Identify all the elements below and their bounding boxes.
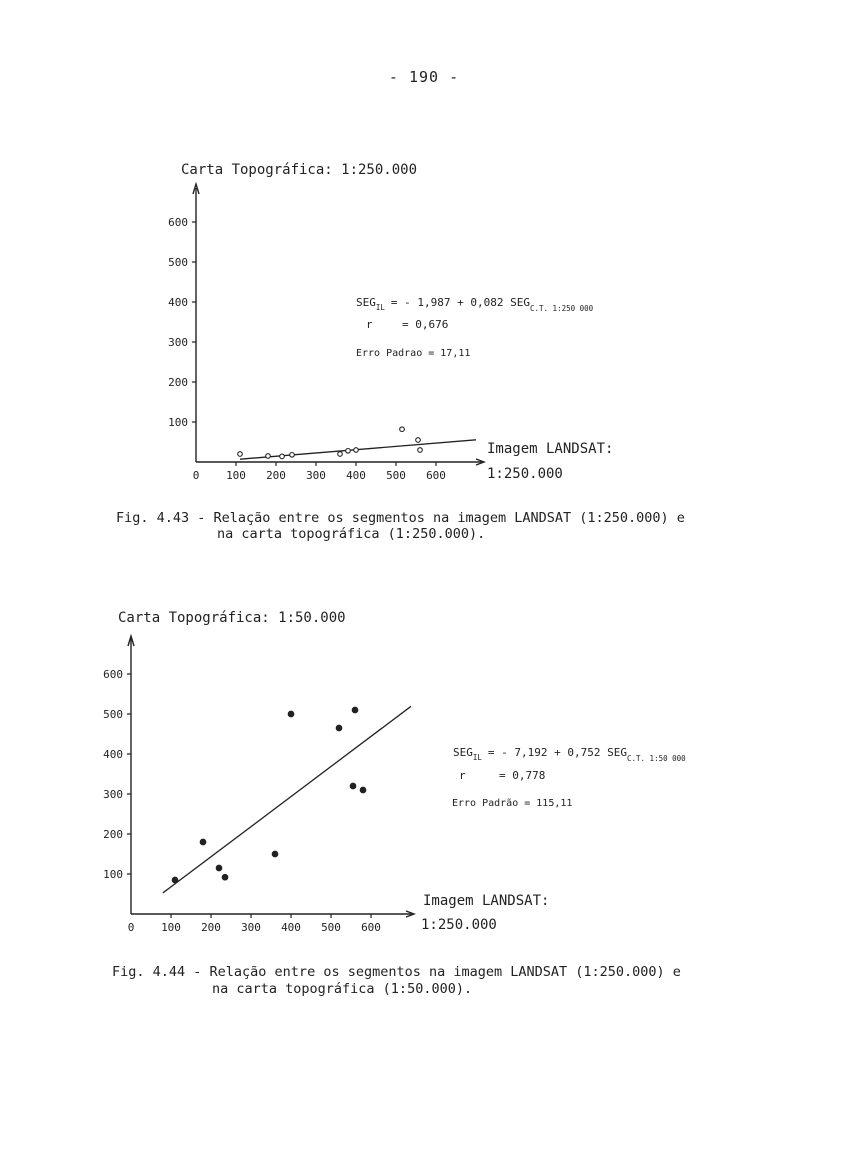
std-error: Erro Padrao = 17,11 <box>356 348 471 359</box>
data-point <box>222 874 228 880</box>
page-number: - 190 - <box>388 68 460 86</box>
data-point <box>350 783 356 789</box>
y-tick-label: 500 <box>168 256 188 269</box>
data-point <box>352 707 358 713</box>
x-tick-label: 100 <box>161 921 181 934</box>
y-tick-label: 300 <box>168 336 188 349</box>
figure-caption-4-44-line1: Fig. 4.44 - Relação entre os segmentos na imagem LANDSAT (1:250.000) e <box>112 964 681 980</box>
x-tick-label: 0 <box>127 921 135 934</box>
data-point <box>338 452 343 457</box>
y-tick-label: 200 <box>168 376 188 389</box>
data-point <box>200 839 206 845</box>
y-tick-label: 200 <box>103 828 123 841</box>
r-label: r <box>459 769 466 782</box>
x-axis-title-line2: 1:250.000 <box>421 917 497 933</box>
svg-text:SEGIL= - 1,987 + 0,082 SEGC.T. <box>356 296 594 313</box>
data-point <box>238 452 243 457</box>
data-point <box>288 711 294 717</box>
y-tick-label: 500 <box>103 708 123 721</box>
x-tick-label: 600 <box>426 469 446 482</box>
figure-caption-4-43-line2: na carta topográfica (1:250.000). <box>217 526 486 542</box>
x-tick-label: 100 <box>226 469 246 482</box>
data-point <box>280 454 285 459</box>
data-point <box>354 448 359 453</box>
data-point <box>336 725 342 731</box>
y-tick-label: 100 <box>168 416 188 429</box>
x-axis-title-line1: Imagem LANDSAT: <box>487 441 614 457</box>
equation-lhs-sub: IL <box>472 753 482 762</box>
x-tick-label: 300 <box>241 921 261 934</box>
x-tick-label: 200 <box>266 469 286 482</box>
x-tick-label: 500 <box>386 469 406 482</box>
y-axis-title: Carta Topográfica: 1:50.000 <box>118 610 346 626</box>
y-tick-label: 400 <box>168 296 188 309</box>
regression-equation <box>356 296 594 359</box>
x-tick-label: 500 <box>321 921 341 934</box>
scatter-chart-fig-4-44 <box>0 600 848 940</box>
x-tick-label: 0 <box>192 469 200 482</box>
equation-rhs-sub: C.T. 1:250 000 <box>529 304 594 313</box>
equation-rhs-sub: C.T. 1:50 000 <box>626 754 686 763</box>
svg-text:SEGIL= - 7,192 + 0,752 SEGC.T. <box>453 746 686 763</box>
r-value: = 0,676 <box>402 318 449 331</box>
data-point <box>272 851 278 857</box>
figure-caption-4-44-line2: na carta topográfica (1:50.000). <box>212 981 473 997</box>
equation-rhs: = - 7,192 + 0,752 SEG <box>487 746 627 759</box>
y-tick-label: 600 <box>103 668 123 681</box>
y-axis-title: Carta Topográfica: 1:250.000 <box>181 162 418 178</box>
data-point <box>418 448 423 453</box>
x-axis-title-line1: Imagem LANDSAT: <box>423 893 550 909</box>
data-point <box>416 438 421 443</box>
data-point <box>216 865 222 871</box>
axes <box>128 636 414 917</box>
x-tick-label: 200 <box>201 921 221 934</box>
x-tick-label: 600 <box>361 921 381 934</box>
r-value: = 0,778 <box>499 769 546 782</box>
regression-line <box>163 706 411 892</box>
y-tick-label: 300 <box>103 788 123 801</box>
x-tick-label: 300 <box>306 469 326 482</box>
x-tick-label: 400 <box>281 921 301 934</box>
y-tick-label: 100 <box>103 868 123 881</box>
figure-caption-4-43-line1: Fig. 4.43 - Relação entre os segmentos na imagem LANDSAT (1:250.000) e <box>116 510 685 526</box>
r-label: r <box>366 318 373 331</box>
equation-rhs: = - 1,987 + 0,082 SEG <box>390 296 530 309</box>
x-axis-title-line2: 1:250.000 <box>487 466 563 482</box>
data-point <box>266 454 271 459</box>
data-point <box>360 787 366 793</box>
data-point <box>290 453 295 458</box>
data-point <box>400 427 405 432</box>
y-tick-label: 400 <box>103 748 123 761</box>
data-point <box>346 449 351 454</box>
scatter-chart-fig-4-43 <box>0 150 848 490</box>
x-tick-label: 400 <box>346 469 366 482</box>
y-tick-label: 600 <box>168 216 188 229</box>
equation-lhs-sub: IL <box>375 303 385 312</box>
equation-lhs: SEG <box>356 296 376 309</box>
equation-lhs: SEG <box>453 746 473 759</box>
data-point <box>172 877 178 883</box>
std-error: Erro Padrão = 115,11 <box>452 798 573 809</box>
regression-equation <box>452 746 686 809</box>
